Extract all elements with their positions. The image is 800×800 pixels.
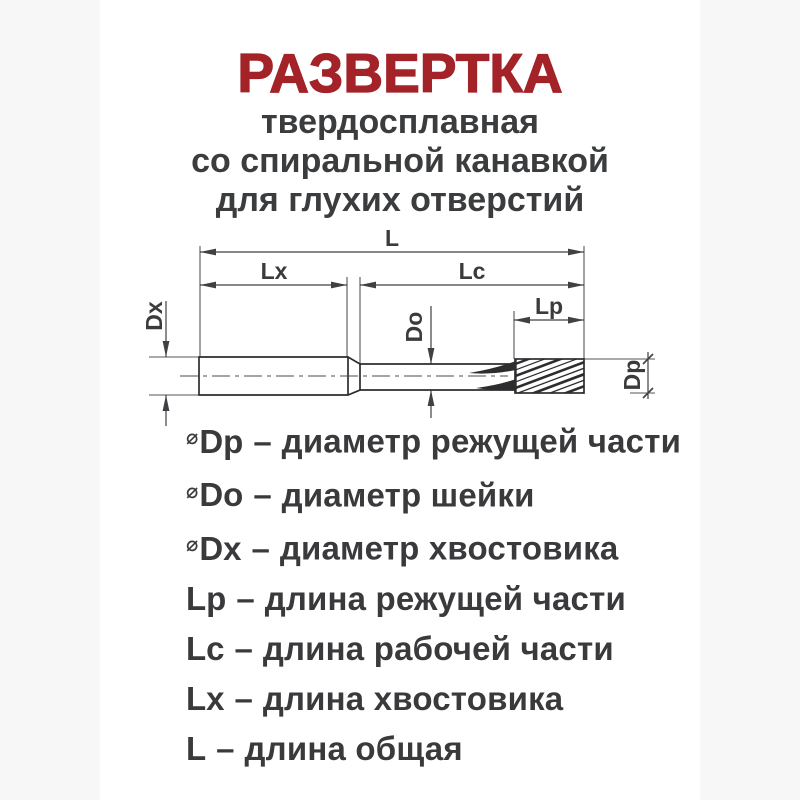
legend-item-Do — [186, 467, 686, 521]
subtitle-line-1: твердосплавная — [261, 103, 539, 141]
legend-separator: – — [234, 679, 253, 717]
label-Lp: Lp — [534, 293, 564, 319]
page-title: РАЗВЕРТКА — [237, 42, 563, 104]
subtitle-line-3: для глухих отверстий — [215, 181, 585, 219]
legend-separator: – — [234, 629, 253, 667]
legend-separator: – — [253, 476, 272, 514]
diameter-icon: ⌀ — [186, 479, 199, 503]
legend-symbol: ⌀Dx — [186, 529, 242, 567]
legend-item-Lx — [186, 674, 686, 724]
diameter-icon: ⌀ — [186, 426, 199, 449]
legend-description: длина хвостовика — [262, 679, 564, 717]
legend-item-L — [186, 724, 686, 774]
label-Do: Do — [401, 311, 428, 343]
legend-description: диаметр шейки — [281, 476, 535, 514]
legend-symbol: ⌀Do — [186, 476, 244, 514]
legend-separator: – — [251, 529, 270, 567]
legend-separator: – — [216, 729, 235, 767]
label-Dx: Dx — [141, 301, 168, 331]
diameter-icon: ⌀ — [186, 533, 199, 557]
legend-description: длина общая — [244, 729, 463, 767]
legend-description: длина режущей части — [264, 579, 626, 617]
legend-description: диаметр режущей части — [281, 422, 682, 460]
legend-description: диаметр хвостовика — [279, 529, 619, 567]
label-Lc: Lc — [458, 258, 486, 284]
legend-symbol: L — [186, 729, 207, 767]
legend-separator: – — [236, 579, 255, 617]
legend-symbol: Lc — [186, 629, 225, 667]
legend-item-Dp — [186, 413, 686, 467]
label-Dp: Dp — [619, 359, 646, 391]
legend-symbol: ⌀Dp — [186, 422, 244, 460]
legend-symbol: Lp — [186, 579, 227, 617]
reamer-technical-drawing — [130, 225, 690, 435]
legend-separator: – — [253, 422, 272, 460]
legend-item-Lp — [186, 574, 686, 624]
legend-symbol: Lx — [186, 679, 225, 717]
subtitle-line-2: со спиральной канавкой — [191, 142, 609, 180]
label-L: L — [384, 225, 400, 251]
legend-item-Lc — [186, 624, 686, 674]
legend-description: длина рабочей части — [262, 629, 614, 667]
legend-item-Dx — [186, 520, 686, 574]
page-subtitle — [100, 103, 700, 220]
label-Lx: Lx — [260, 258, 288, 284]
legend — [186, 413, 686, 774]
